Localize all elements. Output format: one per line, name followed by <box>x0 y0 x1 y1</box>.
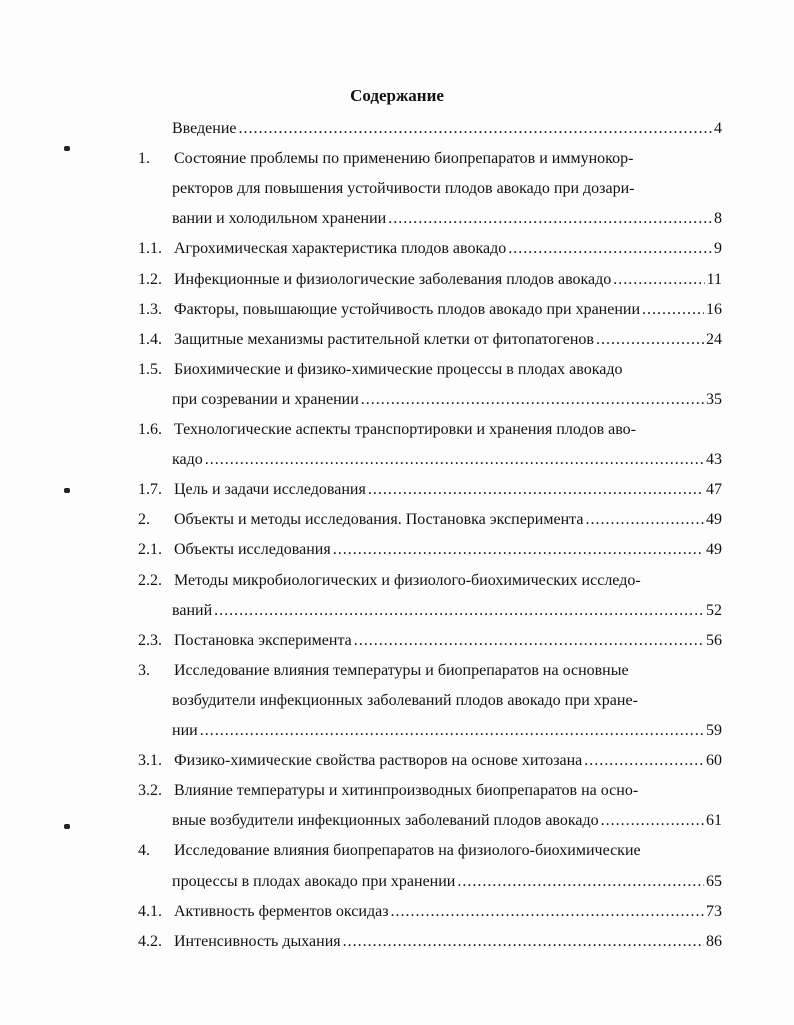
toc-entry-line <box>138 630 722 652</box>
toc-entry-number: 4.2. <box>138 933 162 950</box>
toc-entry-number: 2.1. <box>138 541 162 558</box>
toc-entry-text: Защитные механизмы растительной клетки от фитопатогенов <box>174 331 594 348</box>
toc-entry-number: 2.3. <box>138 632 162 649</box>
toc-entry-text: Активность ферментов оксидаз <box>174 903 389 920</box>
toc-leader-dots <box>457 871 704 893</box>
toc-leader-dots <box>596 329 704 351</box>
toc-leader-dots <box>333 539 704 561</box>
toc-entry-line <box>138 840 722 862</box>
toc-entry-text: Состояние проблемы по применению биопрепаратов и иммунокор- <box>174 150 634 167</box>
toc-page-number: 4 <box>714 120 722 137</box>
toc-entry-text: Факторы, повышающие устойчивость плодов авокадо при хранении <box>174 301 641 318</box>
toc-entry-number: 1.4. <box>138 331 162 348</box>
toc-entry-line <box>172 208 722 230</box>
toc-leader-dots <box>391 901 704 923</box>
toc-entry-number: 4.1. <box>138 903 162 920</box>
toc-entry-line <box>138 359 722 381</box>
page-title: Содержание <box>350 86 444 105</box>
toc-entry-number: 1.7. <box>138 481 162 498</box>
toc-leader-dots <box>368 479 704 501</box>
toc-page-number: 56 <box>706 632 722 649</box>
toc-entry-text: процессы в плодах авокадо при хранении <box>172 873 456 890</box>
toc-page-number: 52 <box>706 602 722 619</box>
toc-entry-line <box>138 931 722 953</box>
toc-entry-text: при созревании и хранении <box>172 391 359 408</box>
toc-entry-line <box>138 238 722 260</box>
toc-entry-text: нии <box>172 722 198 739</box>
toc-entry-text: Технологические аспекты транспортировки и хранения плодов аво- <box>174 421 636 438</box>
toc-page-number: 49 <box>706 511 722 528</box>
toc-entry-text: ректоров для повышения устойчивости плодов авокадо при дозари- <box>172 180 635 197</box>
toc-entry-line <box>138 901 722 923</box>
toc-entry-text: кадо <box>172 451 203 468</box>
toc-leader-dots <box>642 299 704 321</box>
toc-entry-line <box>172 871 722 893</box>
toc-leader-dots <box>354 630 704 652</box>
toc-page-number: 86 <box>706 933 722 950</box>
toc-entry-text: Влияние температуры и хитинпроизводных биопрепаратов на осно- <box>174 782 639 799</box>
toc-page-number: 9 <box>714 240 722 257</box>
toc-entry-line <box>138 329 722 351</box>
toc-entry-line <box>172 810 722 832</box>
toc-leader-dots <box>613 269 704 291</box>
toc-page-number: 11 <box>706 271 722 288</box>
toc-entry-number: 1.5. <box>138 361 162 378</box>
toc-entry-text: Инфекционные и физиологические заболевания плодов авокадо <box>174 271 612 288</box>
toc-entry-number: 1.6. <box>138 421 162 438</box>
toc-entry-text: ваний <box>172 602 213 619</box>
toc-page-number: 59 <box>706 722 722 739</box>
toc-entry-line <box>138 479 722 501</box>
toc-leader-dots <box>200 720 704 742</box>
toc-entry-line <box>138 148 722 170</box>
toc-entry-text: Методы микробиологических и физиолого-биохимических исследо- <box>174 572 641 589</box>
toc-page-number: 65 <box>706 873 722 890</box>
toc-page-number: 8 <box>714 210 722 227</box>
toc-entry-line <box>138 570 722 592</box>
toc-leader-dots <box>584 750 704 772</box>
toc-entry-number: 3.1. <box>138 752 162 769</box>
toc-page-number: 60 <box>706 752 722 769</box>
toc-entry-number: 1.2. <box>138 271 162 288</box>
toc-entry-line <box>172 118 722 140</box>
toc-entry-line <box>138 780 722 802</box>
toc-entry-line <box>138 660 722 682</box>
toc-page-number: 73 <box>706 903 722 920</box>
toc-page-number: 61 <box>706 812 722 829</box>
toc-entry-line <box>172 178 722 200</box>
toc-entry-text: Интенсивность дыхания <box>174 933 341 950</box>
toc-leader-dots <box>205 449 704 471</box>
toc-entry-number: 3.2. <box>138 782 162 799</box>
toc-page-number: 16 <box>706 301 722 318</box>
toc-entry-line <box>172 720 722 742</box>
toc-entry-line <box>172 600 722 622</box>
toc-entry-line <box>172 389 722 411</box>
toc-entry-text: Объекты исследования <box>174 541 331 558</box>
toc-entry-text: Физико-химические свойства растворов на основе хитозана <box>174 752 583 769</box>
toc-entry-text: Исследование влияния температуры и биопрепаратов на основные <box>174 662 629 679</box>
toc-page-number: 43 <box>706 451 722 468</box>
toc-entry-text: Исследование влияния биопрепаратов на физиолого-биохимические <box>174 842 641 859</box>
toc-entry-text: Объекты и методы исследования. Постановка эксперимента <box>174 511 584 528</box>
scan-speck <box>64 488 70 493</box>
toc-leader-dots <box>508 238 712 260</box>
toc-entry-number: 3. <box>138 662 150 679</box>
toc-entry-text: Цель и задачи исследования <box>174 481 366 498</box>
toc-page-number: 24 <box>706 331 722 348</box>
toc-entry-line <box>138 539 722 561</box>
toc-leader-dots <box>601 810 704 832</box>
toc-leader-dots <box>343 931 704 953</box>
scan-speck <box>64 824 70 829</box>
toc-entry-text: Введение <box>172 120 237 137</box>
toc-leader-dots <box>361 389 704 411</box>
toc-entry-line <box>138 750 722 772</box>
toc-entry-number: 1.3. <box>138 301 162 318</box>
toc-entry-text: Агрохимическая характеристика плодов авокадо <box>174 240 507 257</box>
toc-entry-text: вании и холодильном хранении <box>172 210 387 227</box>
toc-entry-text: Постановка эксперимента <box>174 632 352 649</box>
toc-entry-number: 1.1. <box>138 240 162 257</box>
toc-entry-line <box>138 299 722 321</box>
toc-entry-number: 1. <box>138 150 150 167</box>
toc-leader-dots <box>239 118 713 140</box>
toc-leader-dots <box>388 208 712 230</box>
toc-leader-dots <box>214 600 704 622</box>
toc-page-number: 47 <box>706 481 722 498</box>
toc-entry-line <box>138 269 722 291</box>
toc-leader-dots <box>585 509 704 531</box>
toc-entry-number: 4. <box>138 842 150 859</box>
toc-entry-line <box>138 419 722 441</box>
toc-entry-text: Биохимические и физико-химические процессы в плодах авокадо <box>174 361 623 378</box>
toc-entry-line <box>172 449 722 471</box>
toc-entry-line <box>172 690 722 712</box>
toc-entry-text: возбудители инфекционных заболеваний плодов авокадо при хране- <box>172 692 638 709</box>
toc-page-number: 35 <box>706 391 722 408</box>
scan-speck <box>64 146 70 151</box>
toc-entry-text: вные возбудители инфекционных заболеваний плодов авокадо <box>172 812 599 829</box>
toc-entry-number: 2. <box>138 511 150 528</box>
toc-entry-line <box>138 509 722 531</box>
toc-entry-number: 2.2. <box>138 572 162 589</box>
toc-page-number: 49 <box>706 541 722 558</box>
